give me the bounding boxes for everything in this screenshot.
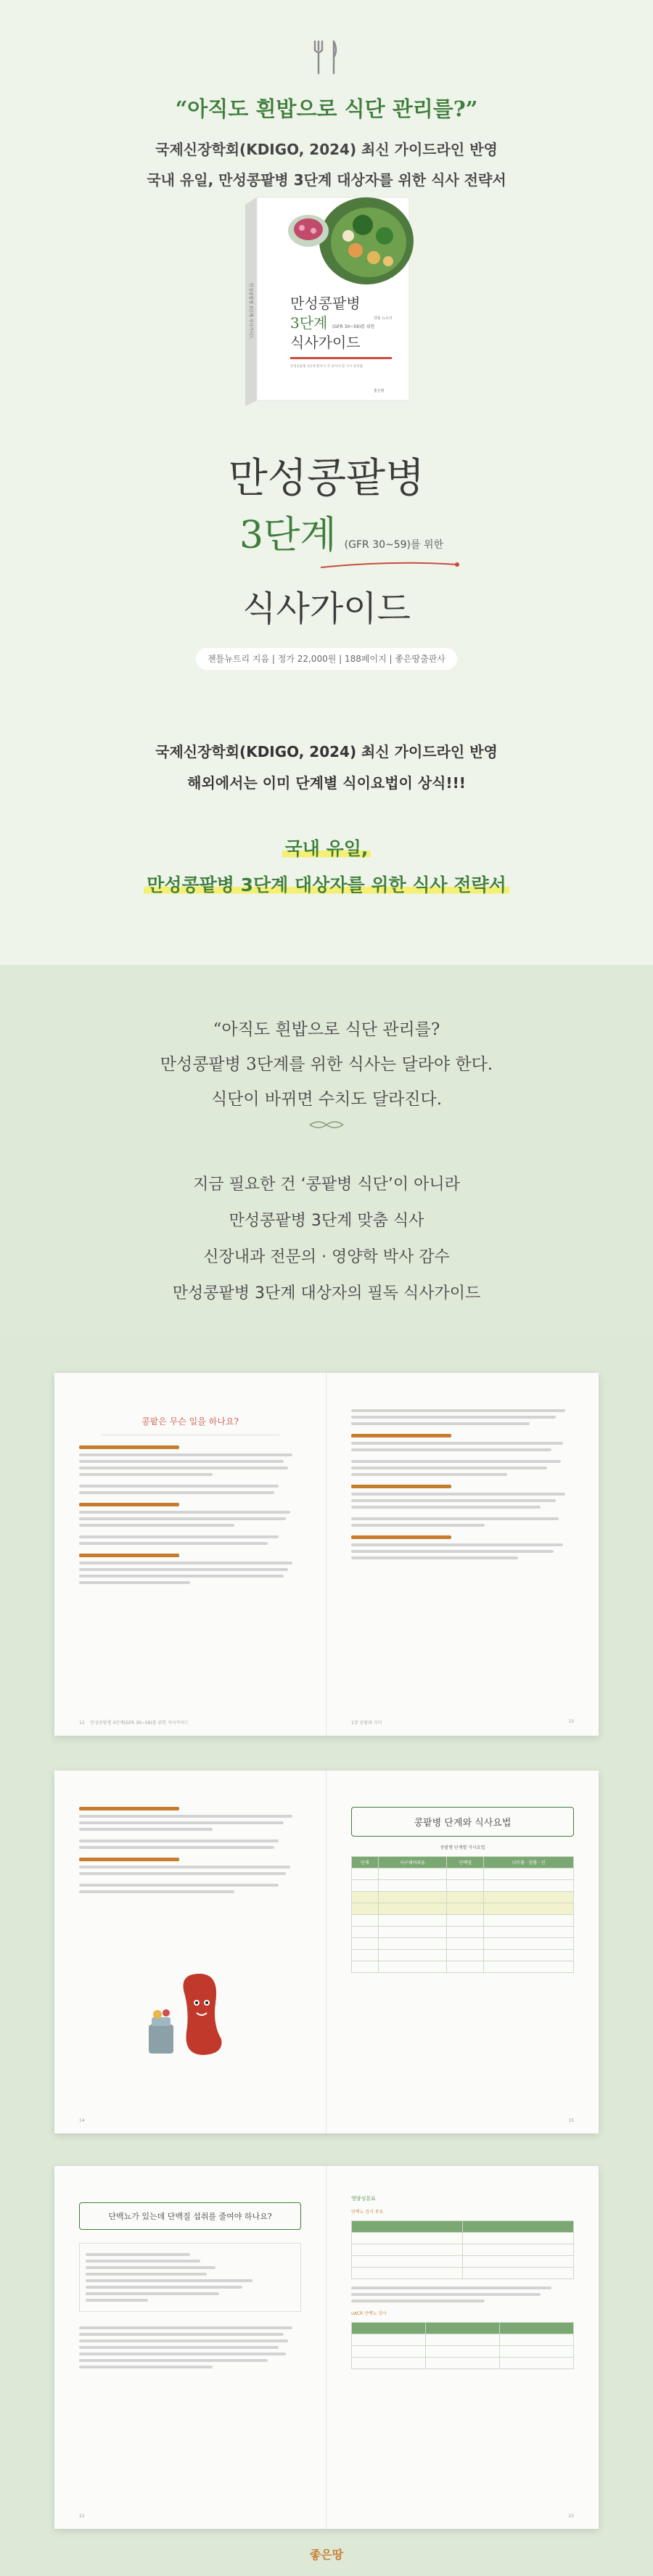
spread3-page-left: 22 <box>79 2514 85 2519</box>
promo-line3: 국내 유일, <box>282 838 371 859</box>
title-gfr: (GFR 30~59)를 위한 <box>344 539 444 551</box>
cover-publisher: 좋은땅 <box>374 389 385 393</box>
spread2-table-caption: 콩팥병 단계별 식사요법 <box>440 1845 485 1850</box>
title-stage-row <box>239 504 486 559</box>
page-spread-1 <box>54 1373 599 1736</box>
th-protein: 단백질 <box>447 1857 484 1869</box>
hero-line2: 국내 유일, 만성콩팥병 3단계 대상자를 위한 식사 전략서 <box>147 171 506 189</box>
hero-line1: 국제신장학회(KDIGO, 2024) 최신 가이드라인 반영 <box>155 141 498 158</box>
protein-test-table <box>351 2220 574 2279</box>
spread1-foot-right-text: 1장 콩팥과 식이 <box>351 1720 382 1726</box>
th-stage: 단계 <box>352 1857 379 1869</box>
spread2-page-left: 14 <box>79 2118 85 2123</box>
point-2: 만성콩팥병 3단계 맞춤 식사 <box>229 1212 424 1230</box>
book-info-pill: 젠틀뉴트리 지음 | 정가 22,000원 | 188페이지 | 좋은땅출판사 <box>196 648 457 670</box>
spread3-title: 단백뇨가 있는데 단백질 섭취를 줄여야 하나요? <box>79 2202 301 2230</box>
spread1-right-page <box>326 1373 599 1736</box>
spread3-table1-title: 단백뇨 검사 종류 <box>351 2210 384 2215</box>
title-sub: 식사가이드 <box>242 588 411 629</box>
spread2-right-page <box>326 1771 599 2133</box>
preview-section <box>0 1335 653 2576</box>
promo-line2: 해외에서는 이미 단계별 식이요법이 상식!!! <box>187 774 466 792</box>
hero-quote: “아직도 흰밥으로 식단 관리를?” <box>175 97 478 121</box>
cover-title1: 만성콩팥병 <box>290 295 361 312</box>
cover-title3: 식사가이드 <box>290 334 361 351</box>
promo-line4-wrap <box>0 871 653 897</box>
title-main: 만성콩팥병 <box>228 455 425 502</box>
cover-note: 만성콩팥병 3단계 환자가 꼭 알아야 할 식사 관리법 <box>290 365 363 369</box>
quote2-l1: “아직도 흰밥으로 식단 관리를? <box>213 1020 440 1039</box>
spread1-title: 콩팥은 무슨 일을 하나요? <box>141 1416 239 1427</box>
point-1: 지금 필요한 건 ‘콩팥병 식단’이 아니라 <box>193 1176 460 1194</box>
spread3-bullet-box <box>79 2243 301 2312</box>
red-underline-swoosh <box>319 559 464 573</box>
spread3-table2-title: uACR 단백뇨 검사 <box>351 2311 387 2316</box>
cover-sub: (GFR 30~59)를 위한 <box>332 324 375 329</box>
promo-line3-wrap <box>0 834 653 861</box>
spread1-foot-left-text: 만성콩팥병 3단계(GFR 30~59)를 위한 식사가이드 <box>90 1720 189 1726</box>
ornament-divider <box>308 1119 345 1131</box>
hero-section <box>0 0 653 965</box>
page-spread-2 <box>54 1771 599 2133</box>
page-spread-3 <box>54 2166 599 2529</box>
spread1-page-right: 13 <box>568 1719 574 1724</box>
spread3-left-page <box>54 2166 326 2529</box>
spread1-page-left: 12 <box>79 1720 85 1726</box>
spread1-left-page <box>54 1373 326 1736</box>
publisher-logo: 좋은땅 <box>309 2548 344 2561</box>
book-spine-text: 만성콩팥병 3단계 식사가이드 <box>248 283 253 340</box>
point-3: 신장내과 전문의 · 영양학 박사 감수 <box>203 1248 450 1266</box>
fork-knife-icon <box>313 40 340 75</box>
quote2-l3: 식단이 바뀌면 수치도 달라진다. <box>210 1090 443 1109</box>
spread3-page-right: 23 <box>568 2514 574 2519</box>
spread2-title: 콩팥병 단계와 식사요법 <box>351 1807 574 1837</box>
stage-diet-table <box>351 1856 574 1973</box>
cover-title2: 3단계 <box>290 314 328 332</box>
book-illustration <box>239 196 414 406</box>
spread3-right-heading: 영양성분표 <box>351 2196 376 2202</box>
quote-section <box>0 965 653 1335</box>
kidney-character-illustration <box>134 1966 250 2061</box>
quote2-l2: 만성콩팥병 3단계를 위한 식사는 달라야 한다. <box>160 1055 493 1074</box>
title-stage: 3단계 <box>239 514 337 557</box>
point-4: 만성콩팥병 3단계 대상자의 필독 식사가이드 <box>172 1284 481 1303</box>
spread2-left-page <box>54 1771 326 2133</box>
promo-line4: 만성콩팥병 3단계 대상자를 위한 식사 전략서 <box>144 874 509 895</box>
spread3-right-page <box>326 2166 599 2529</box>
book-cover-image <box>239 196 414 406</box>
spread2-page-right: 15 <box>568 2118 574 2123</box>
promo-line1: 국제신장학회(KDIGO, 2024) 최신 가이드라인 반영 <box>155 743 498 760</box>
uacr-table <box>351 2322 574 2369</box>
th-gfr: 사구체여과율 <box>378 1857 447 1869</box>
th-minerals: 나트륨 · 칼륨 · 인 <box>484 1857 574 1869</box>
cover-author: 젠틀 뉴트리 <box>374 316 393 321</box>
